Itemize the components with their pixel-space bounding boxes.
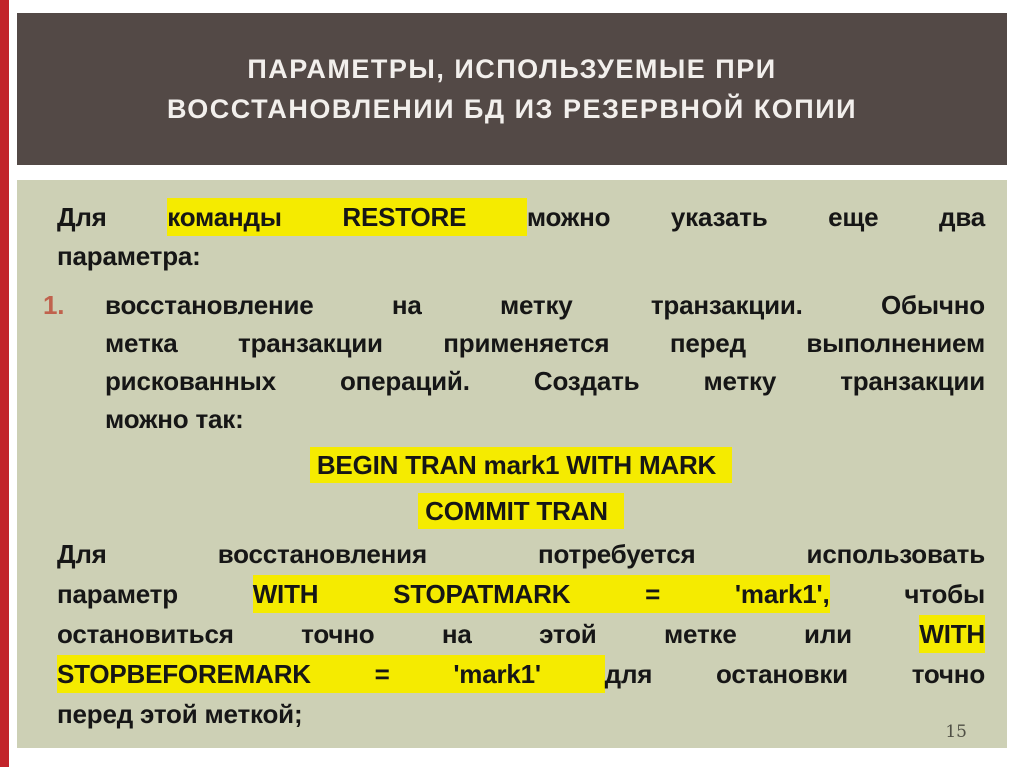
text-line <box>57 534 985 574</box>
code-line <box>57 442 985 488</box>
slide-title-line-1: ПАРАМЕТРЫ, ИСПОЛЬЗУЕМЫЕ ПРИ <box>247 54 777 84</box>
code-line <box>57 488 985 534</box>
text-line <box>105 324 985 362</box>
slide-title-line-2: ВОССТАНОВЛЕНИИ БД ИЗ РЕЗЕРВНОЙ КОПИИ <box>166 94 858 124</box>
highlight-segment: WITH <box>919 615 985 653</box>
text-line <box>105 286 985 324</box>
highlight-segment: WITH STOPATMARK = 'mark1', <box>253 575 830 613</box>
text-segment: восстановление на метку транзакции. Обычно <box>105 290 985 320</box>
text-line <box>57 198 985 237</box>
highlight-segment: STOPBEFOREMARK = 'mark1' <box>57 655 605 693</box>
text-line <box>105 362 985 400</box>
highlight-segment: команды RESTORE <box>167 198 527 236</box>
text-segment: рискованных операций. Создать метку транзакции <box>105 366 985 396</box>
text-line <box>57 694 985 734</box>
page-number: 15 <box>945 722 967 742</box>
title-band <box>17 13 1007 165</box>
text-line <box>105 400 985 438</box>
text-segment: Для <box>57 202 168 232</box>
text-segment: метка транзакции применяется перед выполнением <box>105 328 985 358</box>
left-accent-bar <box>0 0 9 767</box>
text-line <box>57 654 985 694</box>
highlight-segment: BEGIN TRAN mark1 WITH MARK <box>310 447 732 483</box>
text-segment: остановиться точно на этой метке или <box>57 619 920 649</box>
text-segment: параметр <box>57 579 253 609</box>
text-line <box>57 574 985 614</box>
list-item <box>43 286 985 438</box>
paragraph <box>57 534 985 734</box>
list-number: 1. <box>43 290 65 320</box>
text-segment: можно указать еще два <box>526 202 986 232</box>
text-segment: Для восстановления потребуется использовать <box>57 539 985 569</box>
text-segment: перед этой меткой; <box>57 699 303 729</box>
text-line <box>57 237 985 276</box>
text-segment: для остановки точно <box>604 659 985 689</box>
highlight-segment: COMMIT TRAN <box>418 493 624 529</box>
text-line <box>57 614 985 654</box>
slide-body <box>17 180 1007 748</box>
paragraph <box>57 198 985 276</box>
text-segment: чтобы <box>829 579 986 609</box>
text-segment: можно так: <box>105 404 244 434</box>
text-segment: параметра: <box>57 241 201 271</box>
slide-body-content <box>17 180 1007 734</box>
